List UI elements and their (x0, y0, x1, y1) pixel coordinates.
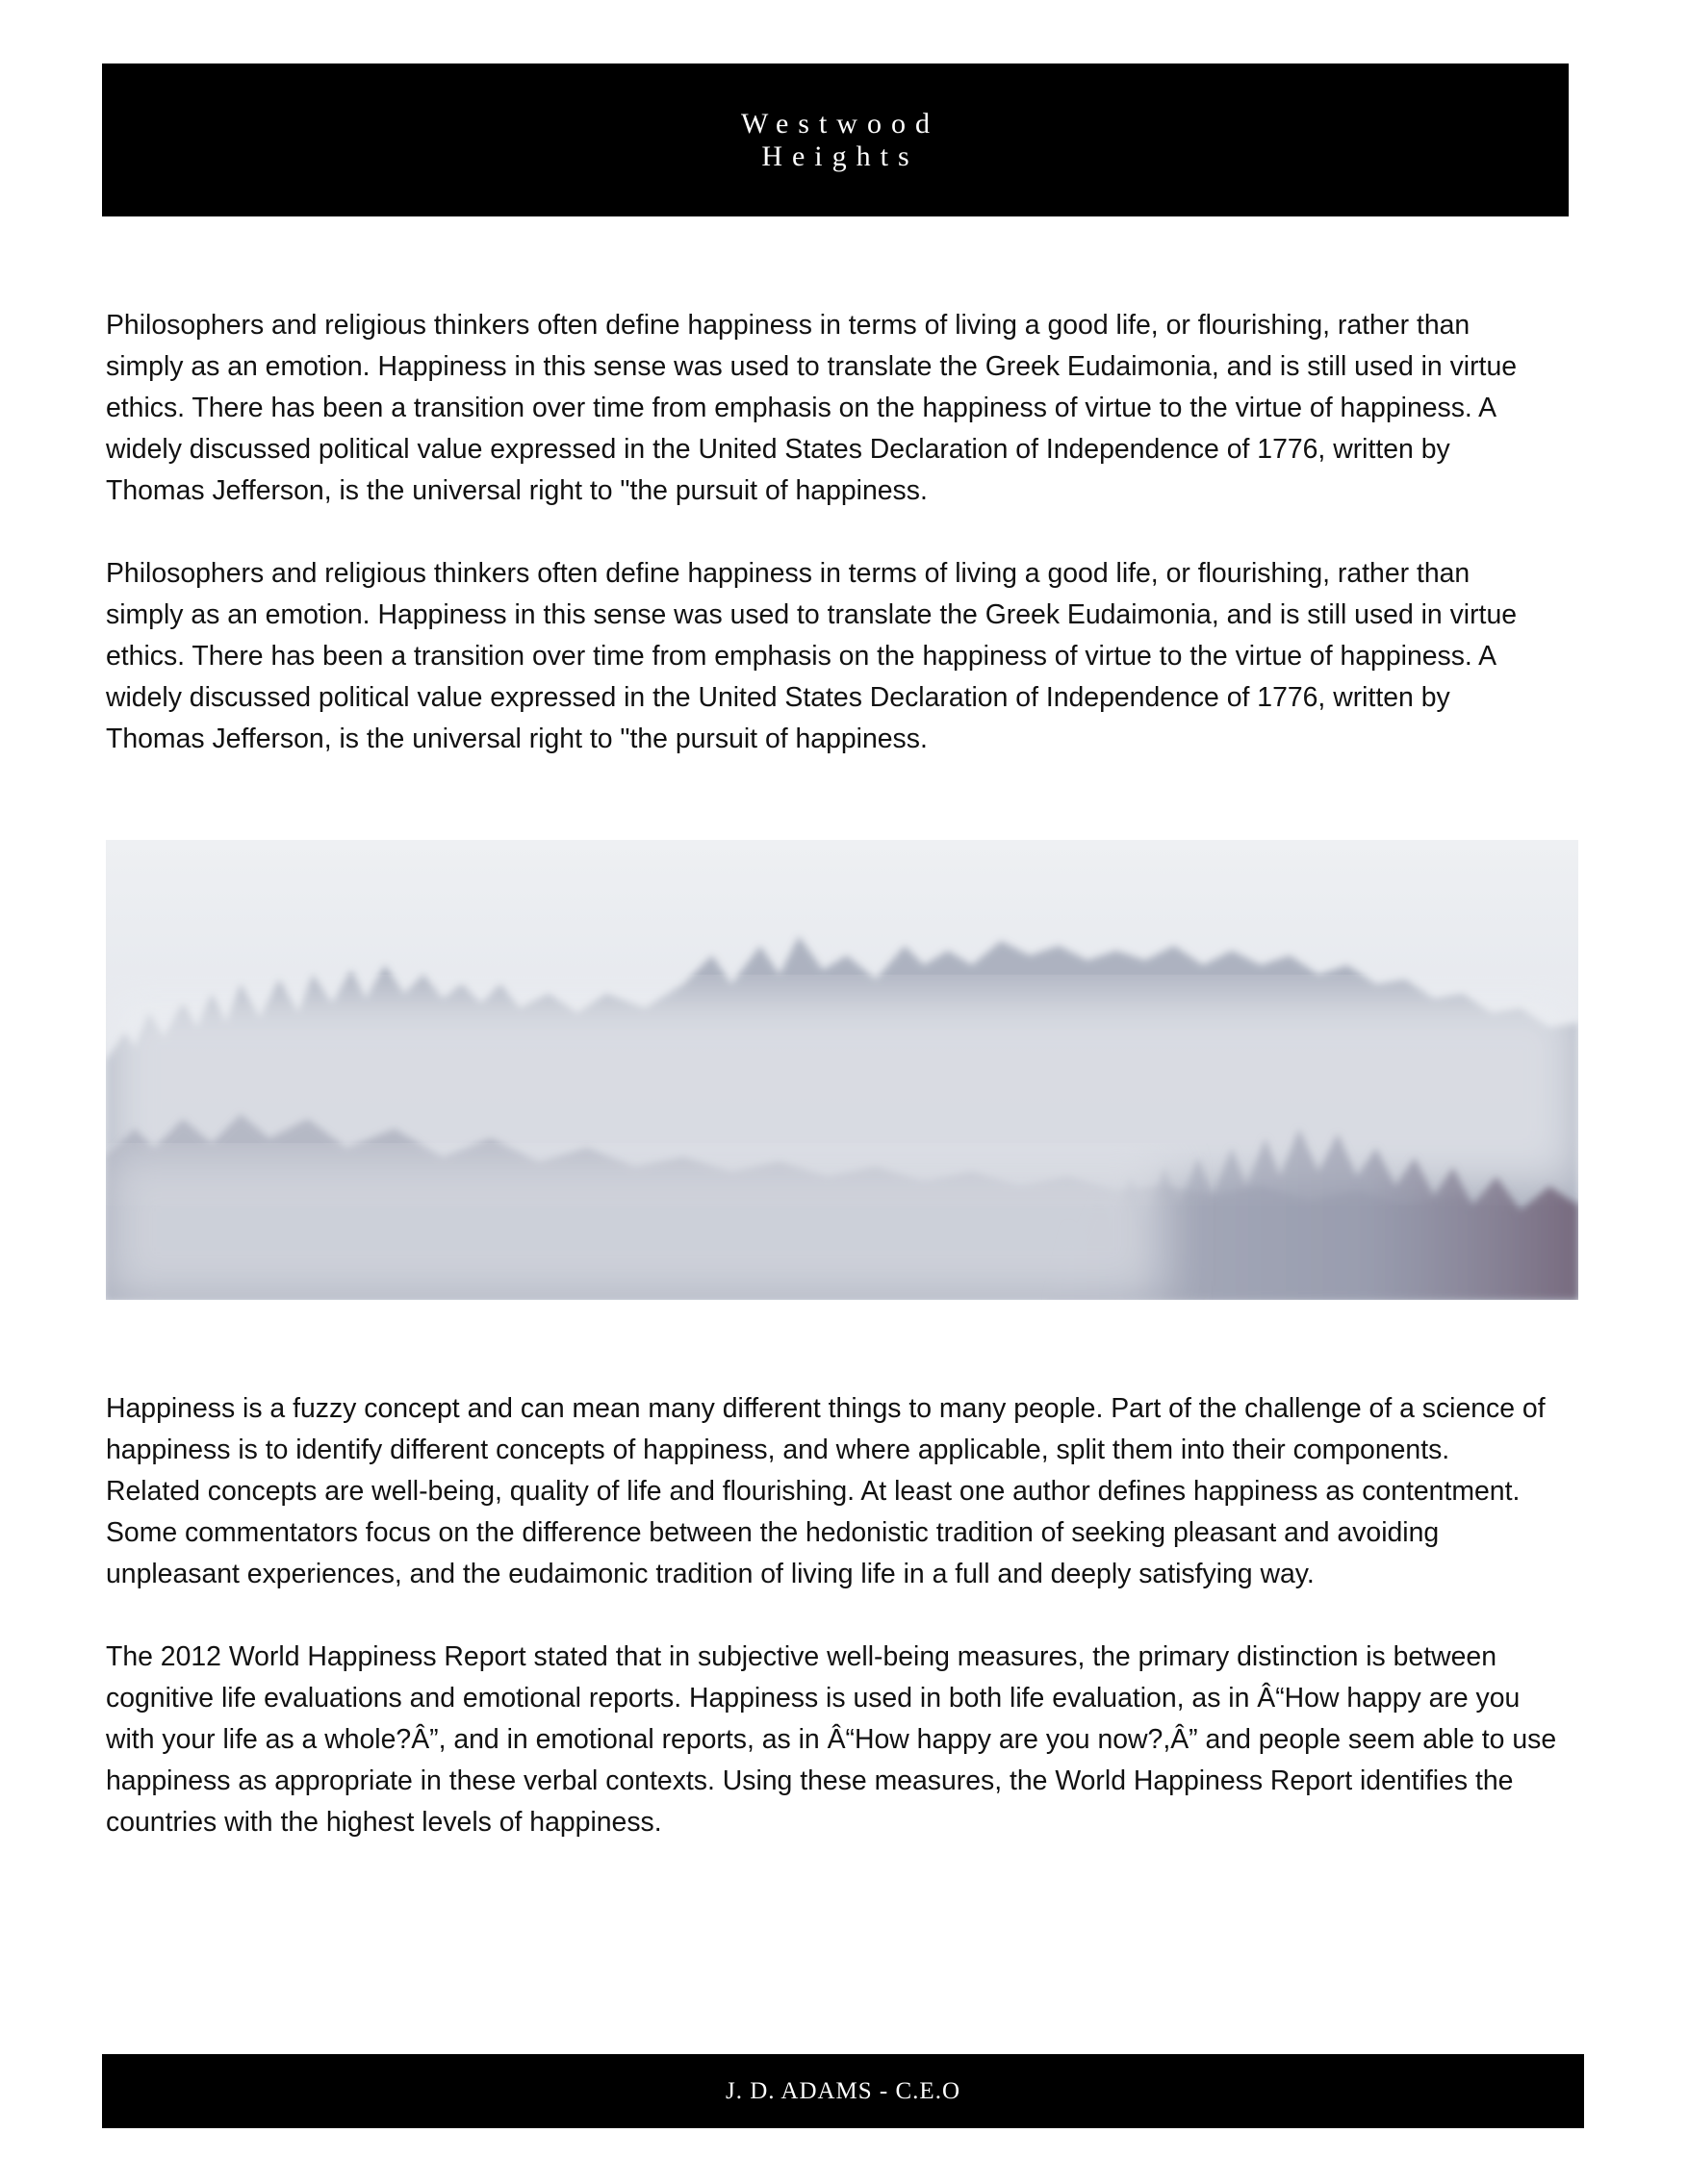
paragraph-text: Philosophers and religious thinkers often define happiness in terms of living a good life, or flourishing, rather than simply as an emotion. Happiness in this sense was used to translate the Greek Eudaimonia, and is still used in virtue ethics. There has been a transition over time from emphasis on the happiness of virtue to the virtue of happiness. A widely discussed political value expressed in the United States Declaration of Independence of 1776, written by Thomas Jefferson, is the universal right to "the pursuit of happiness. (106, 558, 1518, 754)
body-paragraph-3 (106, 1388, 1626, 1595)
misty-forest-photo (106, 840, 1578, 1300)
paragraph-text: Philosophers and religious thinkers often define happiness in terms of living a good life, or flourishing, rather than simply as an emotion. Happiness in this sense was used to translate the Greek Eudaimonia, and is still used in virtue ethics. There has been a transition over time from emphasis on the happiness of virtue to the virtue of happiness. A widely discussed political value expressed in the United States Declaration of Independence of 1776, written by Thomas Jefferson, is the universal right to "the pursuit of happiness. (106, 310, 1518, 506)
brand-name-line-2: Heights (761, 140, 919, 172)
brand-name-line-1: Westwood (741, 107, 939, 140)
body-paragraph-2 (106, 553, 1626, 760)
header-banner (102, 63, 1569, 216)
paragraph-text: Happiness is a fuzzy concept and can mean many different things to many people. Part of the challenge of a science of happiness is to identify different concepts of happiness, and where applicable, split them into their components. Related concepts are well-being, quality of life and flourishing. At least one author defines happiness as contentment. Some commentators focus on the difference between the hedonistic tradition of seeking pleasant and avoiding unpleasant experiences, and the eudaimonic tradition of living life in a full and deeply satisfying way. (106, 1393, 1546, 1589)
footer-signature: J. D. ADAMS - C.E.O (725, 2077, 961, 2104)
body-paragraph-1 (106, 305, 1626, 512)
body-paragraph-4 (106, 1637, 1626, 1843)
paragraph-text: The 2012 World Happiness Report stated that in subjective well-being measures, the primary distinction is between cognitive life evaluations and emotional reports. Happiness is used in both life evaluation, as in Â“How happy are you with your life as a whole?Â”, and in emotional reports, as in Â“How happy are you now?,Â” and people seem able to use happiness as appropriate in these verbal contexts. Using these measures, the World Happiness Report identifies the countries with the highest levels of happiness. (106, 1641, 1557, 1838)
footer-banner (102, 2054, 1584, 2128)
